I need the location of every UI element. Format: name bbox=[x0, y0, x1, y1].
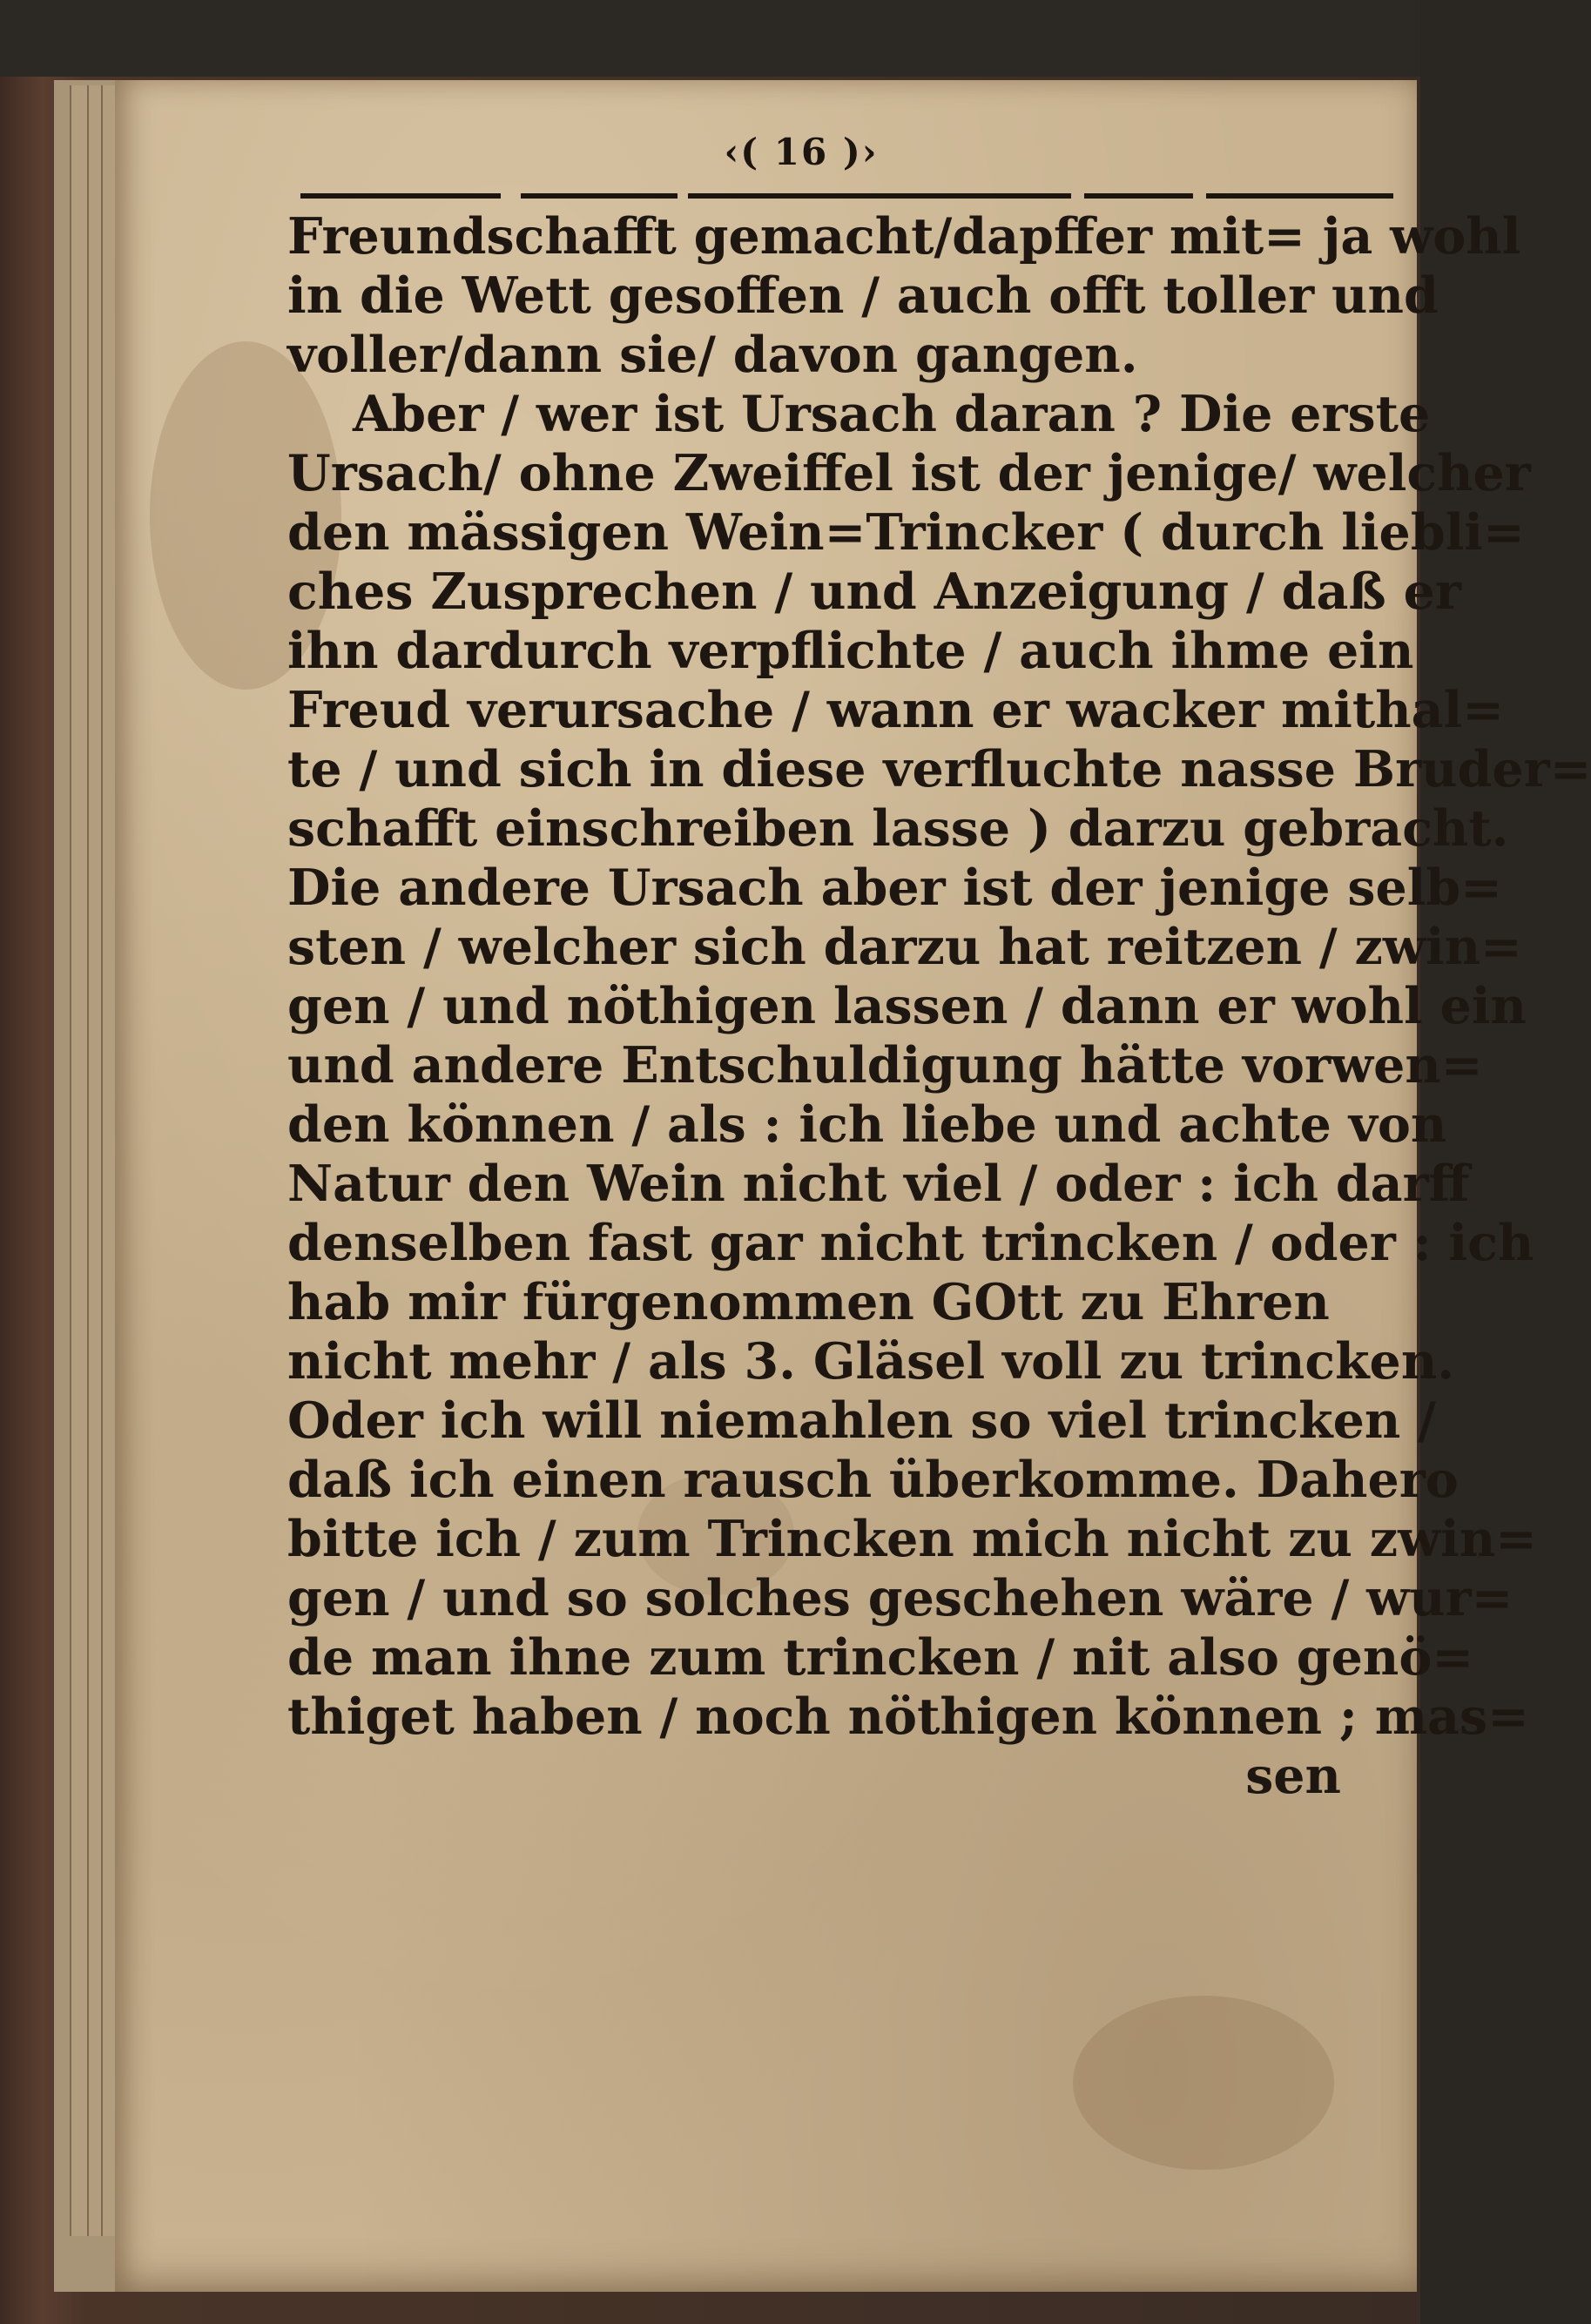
text-line: Aber / wer ist Ursach daran ? Die erste bbox=[353, 385, 1431, 443]
body-text bbox=[287, 207, 1591, 1806]
text-line: Freud verursache / wann er wacker mithal= bbox=[287, 681, 1505, 739]
text-line: Natur den Wein nicht viel / oder : ich darff bbox=[287, 1155, 1470, 1213]
header-rule bbox=[1084, 193, 1193, 199]
text-line: in die Wett gesoffen / auch offt toller und bbox=[287, 266, 1439, 325]
text-line: hab mir fürgenommen GOtt zu Ehren bbox=[287, 1273, 1330, 1331]
text-line: Ursach/ ohne Zweiffel ist der jenige/ welcher bbox=[287, 444, 1531, 502]
text-line: den können / als : ich liebe und achte von bbox=[287, 1095, 1447, 1154]
text-line: thiget haben / noch nöthigen können ; mas= bbox=[287, 1687, 1529, 1746]
text-line: Die andere Ursach aber ist der jenige selb= bbox=[287, 859, 1502, 917]
page-number-header: ‹( 16 )› bbox=[724, 131, 879, 173]
catchword: sen bbox=[1245, 1747, 1341, 1805]
text-line: te / und sich in diese verfluchte nasse Bruder= bbox=[287, 740, 1591, 798]
text-line: voller/dann sie/ davon gangen. bbox=[287, 326, 1138, 384]
text-line: gen / und nöthigen lassen / dann er wohl ein bbox=[287, 977, 1527, 1035]
header-rule bbox=[688, 193, 1071, 199]
header-rule bbox=[1206, 193, 1393, 199]
text-line: den mässigen Wein=Trincker ( durch liebli= bbox=[287, 503, 1525, 562]
text-line: ches Zusprechen / und Anzeigung / daß er bbox=[287, 562, 1461, 621]
text-line: Freundschafft gemacht/dapffer mit= ja wohl bbox=[287, 207, 1521, 266]
text-line: Oder ich will niemahlen so viel trincken / bbox=[287, 1391, 1436, 1450]
header-rule bbox=[300, 193, 501, 199]
text-line: daß ich einen rausch überkomme. Dahero bbox=[287, 1451, 1459, 1509]
text-line: ihn dardurch verpflichte / auch ihme ein bbox=[287, 622, 1414, 680]
text-line: denselben fast gar nicht trincken / oder : ich bbox=[287, 1214, 1534, 1272]
text-line: gen / und so solches geschehen wäre / wur= bbox=[287, 1569, 1513, 1627]
text-line: nicht mehr / als 3. Gläsel voll zu trincken. bbox=[287, 1332, 1455, 1391]
text-line: bitte ich / zum Trincken mich nicht zu zwin= bbox=[287, 1510, 1538, 1568]
text-line: de man ihne zum trincken / nit also genö= bbox=[287, 1628, 1474, 1687]
header-rule bbox=[521, 193, 678, 199]
text-line: und andere Entschuldigung hätte vorwen= bbox=[287, 1036, 1483, 1095]
text-line: schafft einschreiben lasse ) darzu gebracht. bbox=[287, 799, 1509, 858]
text-line: sten / welcher sich darzu hat reitzen / zwin= bbox=[287, 918, 1522, 976]
paper-stain bbox=[1073, 1996, 1334, 2170]
